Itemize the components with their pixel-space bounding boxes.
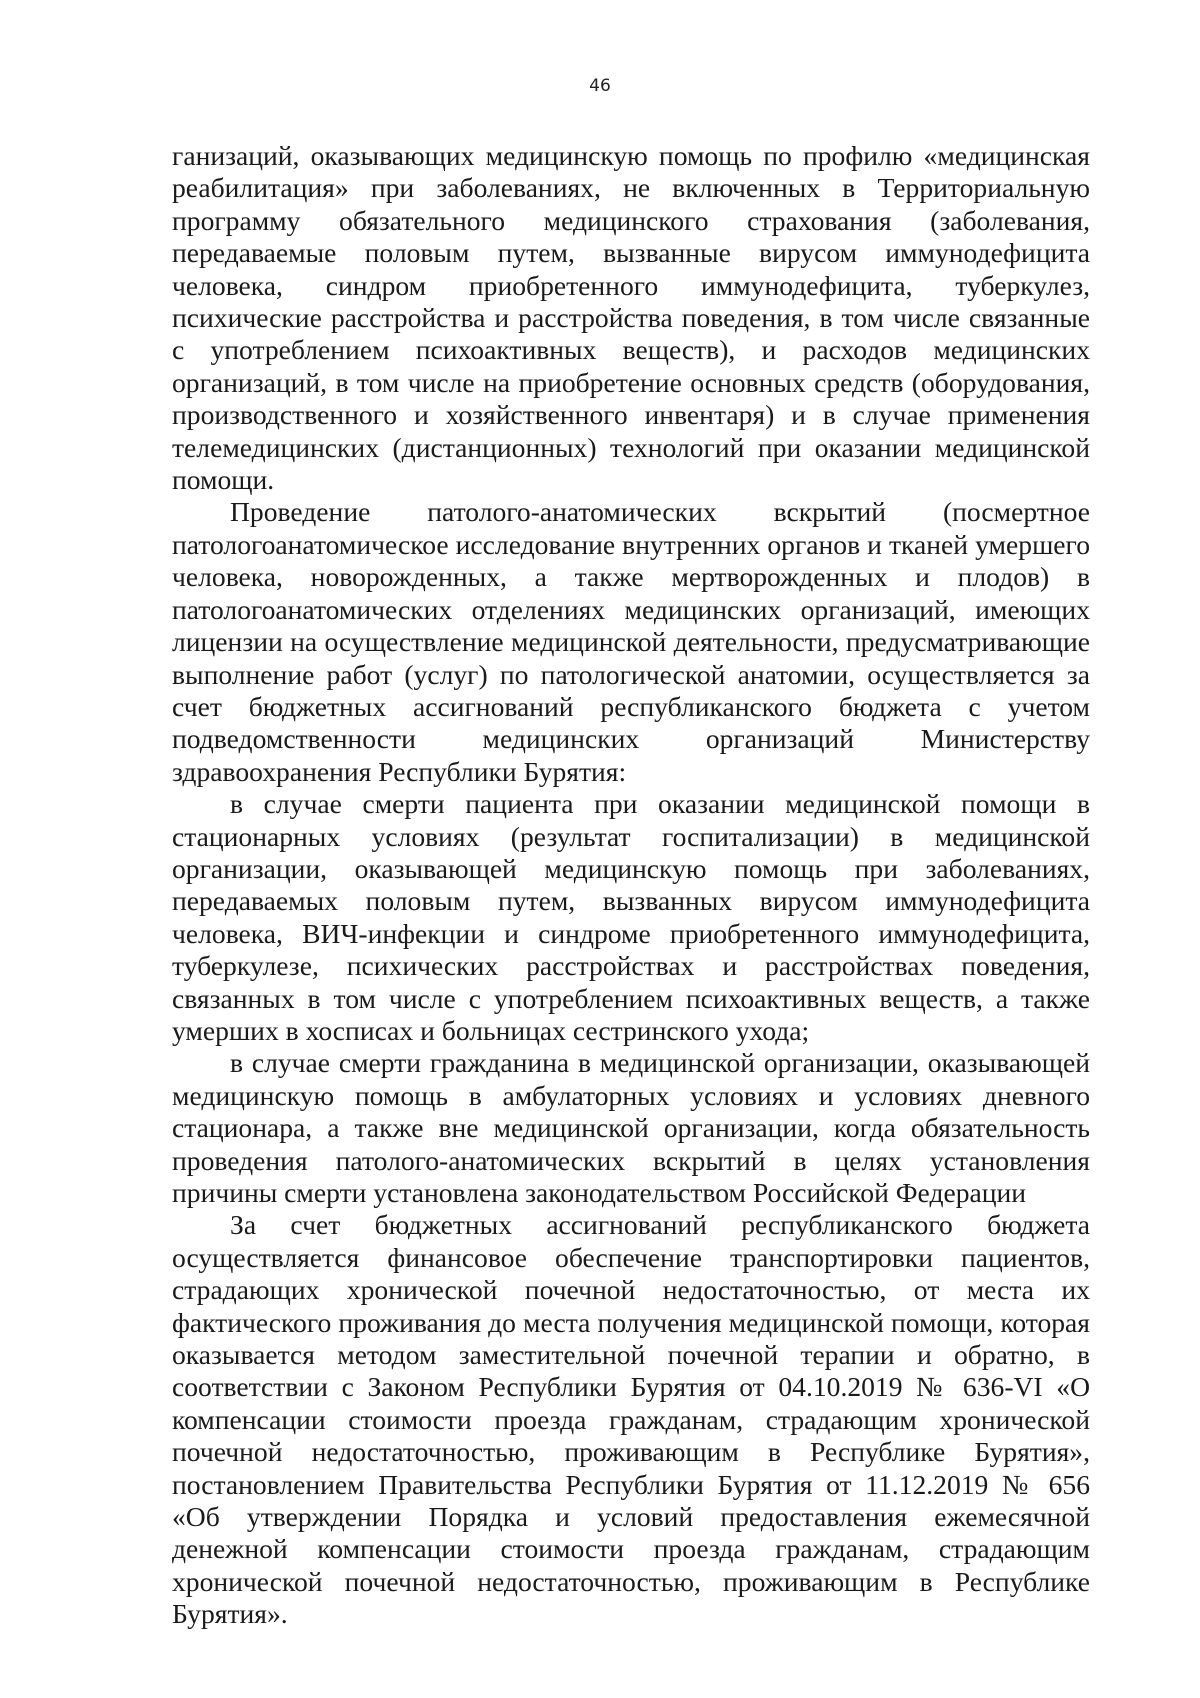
paragraph-inpatient-death-case: в случае смерти пациента при оказании медицинской помощи в стационарных условиях (результат госпитализации) в медицинской организации, оказывающей медицинскую помощь при заболеваниях, передаваемых половым путем, вызванных вирусом иммунодефицита человека, ВИЧ-инфекции и синдроме приобретенного иммунодефицита, туберкулезе, психических расстройствах и расстройствах поведения, связанных в том числе с употреблением психоактивных веществ, а также умерших в хосписах и больницах сестринского ухода; (172, 788, 1090, 1046)
paragraph-outpatient-death-case: в случае смерти гражданина в медицинской организации, оказывающей медицинскую помощь в амбулаторных условиях и условиях дневного стационара, а также вне медицинской организации, когда обязательность проведения патолого-анатомических вскрытий в целях установления причины смерти установлена законодательством Российской Федерации (172, 1047, 1090, 1208)
paragraph-autopsy-funding: Проведение патолого-анатомических вскрытий (посмертное патологоанатомическое исследование внутренних органов и тканей умершего человека, новорожденных, а также мертворожденных и плодов) в патологоанатомических отделениях медицинских организаций, имеющих лицензии на осуществление медицинской деятельности, предусматривающие выполнение работ (услуг) по патологической анатомии, осуществляется за счет бюджетных ассигнований республиканского бюджета с учетом подведомственности медицинских организаций Министерству здравоохранения Республики Бурятия: (172, 496, 1090, 787)
paragraph-transport-funding: За счет бюджетных ассигнований республиканского бюджета осуществляется финансовое обеспечение транспортировки пациентов, страдающих хронической почечной недостаточностью, от места их фактического проживания до места получения медицинской помощи, которая оказывается методом заместительной почечной терапии и обратно, в соответствии с Законом Республики Бурятия от 04.10.2019 № 636-VI «О компенсации стоимости проезда гражданам, страдающим хронической почечной недостаточностью, проживающим в Республике Бурятия», постановлением Правительства Республики Бурятия от 11.12.2019 № 656 «Об утверждении Порядка и условий предоставления ежемесячной денежной компенсации стоимости проезда гражданам, страдающим хронической почечной недостаточностью, проживающим в Республике Бурятия». (172, 1209, 1090, 1630)
paragraph-continuation: ганизаций, оказывающих медицинскую помощь по профилю «медицинская реабилитация» при заболеваниях, не включенных в Территориальную программу обязательного медицинского страхования (заболевания, передаваемые половым путем, вызванные вирусом иммунодефицита человека, синдром приобретенного иммунодефицита, туберкулез, психические расстройства и расстройства поведения, в том числе связанные с употреблением психоактивных веществ), и расходов медицинских организаций, в том числе на приобретение основных средств (оборудования, производственного и хозяйственного инвентаря) и в случае применения телемедицинских (дистанционных) технологий при оказании медицинской помощи. (172, 140, 1090, 496)
page-number: 46 (589, 76, 611, 96)
document-body (172, 140, 1090, 1631)
